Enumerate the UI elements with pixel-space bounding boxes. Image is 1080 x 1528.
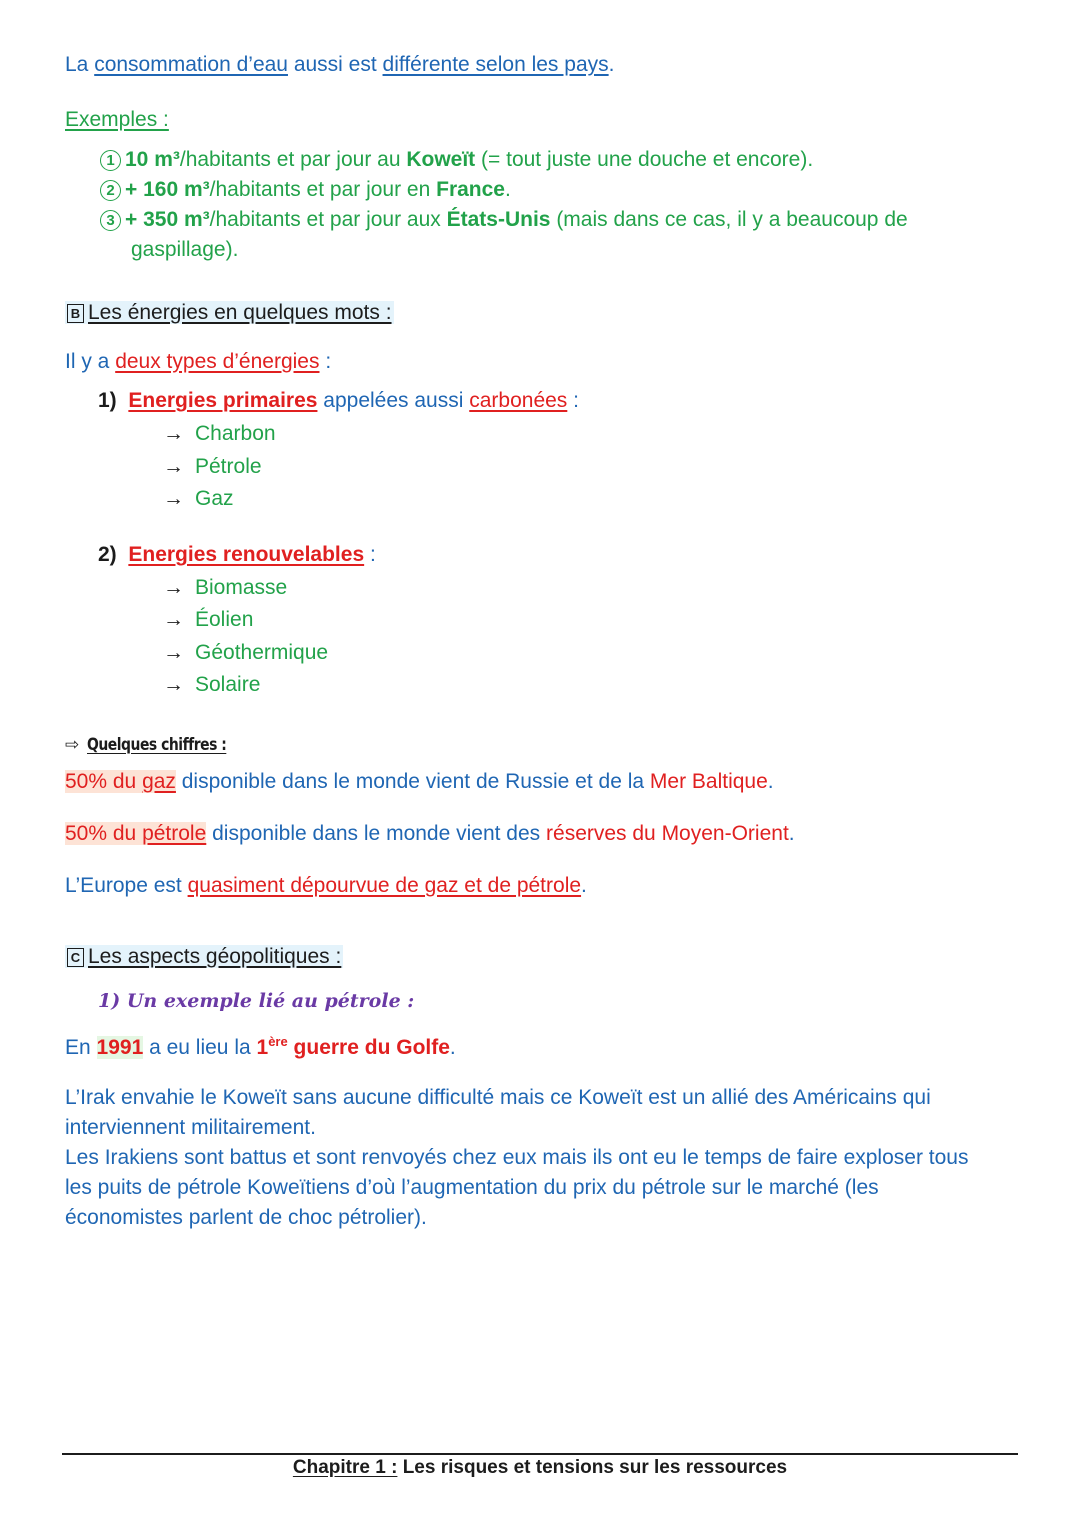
list-item-label: Géothermique [195, 641, 329, 664]
example-amount: + 350 m³ [125, 208, 210, 231]
figure-end: . [767, 770, 774, 793]
footer-title: Les risques et tensions sur les ressources [397, 1457, 788, 1478]
primary-energies-heading [98, 386, 579, 416]
list-item [163, 638, 328, 668]
list-number: 2) [98, 543, 117, 566]
paragraph-line: économistes parlent de choc pétrolier). [65, 1206, 427, 1229]
figure-end: . [788, 822, 795, 845]
example-note: (= tout juste une douche et encore). [475, 148, 814, 171]
paragraph-line: Les Irakiens sont battus et sont renvoyés chez eux mais ils ont eu le temps de faire exploser tous [65, 1146, 969, 1169]
footer-chapter: Chapitre 1 : [292, 1457, 398, 1478]
footer [0, 1457, 1080, 1479]
war-name: guerre du Golfe [287, 1036, 450, 1059]
text: a eu lieu la [143, 1036, 257, 1059]
list-item [163, 484, 234, 514]
figure-percent: 50% du [65, 770, 143, 793]
figure-resource: pétrole [142, 822, 207, 845]
figure-place: Mer Baltique [649, 770, 768, 793]
ordinal-sup: ère [268, 1034, 288, 1049]
energy-types-intro [65, 347, 331, 377]
section-c-subheading: 1) Un exemple lié au pétrole : [98, 990, 415, 1012]
section-letter-b: B [67, 304, 84, 323]
list-number: 1) [98, 389, 117, 412]
section-b-heading [65, 298, 394, 328]
text: . [449, 1036, 456, 1059]
intro-line [65, 50, 614, 80]
figure-text: L’Europe est [65, 874, 188, 897]
intro-pre: Il y a [65, 350, 116, 373]
list-item [163, 605, 253, 635]
figure-end: . [581, 874, 587, 897]
example-note: (mais dans ce cas, il y a beaucoup de [550, 208, 908, 231]
list-item [163, 452, 262, 482]
arrow-right-icon: → [163, 487, 184, 510]
intro-text: . [608, 53, 615, 76]
list-item-label: Solaire [195, 673, 261, 696]
example-note: . [505, 178, 511, 201]
example-note-continued: gaspillage). [131, 238, 239, 261]
list-item-label: Éolien [195, 608, 254, 631]
list-item-label: Charbon [195, 422, 276, 445]
section-b-title: Les énergies en quelques mots : [88, 301, 392, 324]
example-text: /habitants et par jour au [179, 148, 407, 171]
figure-text: disponible dans le monde vient des [206, 822, 547, 845]
figure-place: réserves du Moyen-Orient [546, 822, 789, 845]
list-item-label: Gaz [195, 487, 234, 510]
renewable-end: : [364, 543, 376, 566]
section-c-title: Les aspects géopolitiques : [88, 945, 342, 968]
intro-underlined-water: consommation d’eau [94, 53, 288, 76]
example-country: Koweït [406, 148, 476, 171]
list-item-label: Biomasse [195, 576, 288, 599]
paragraph-line: L’Irak envahie le Koweït sans aucune difficulté mais ce Koweït est un allié des Américains qui [65, 1086, 931, 1109]
list-item-label: Pétrole [195, 455, 262, 478]
arrow-right-icon: → [163, 608, 184, 631]
example-text: /habitants et par jour en [209, 178, 437, 201]
list-item [163, 419, 276, 449]
example-country: États-Unis [446, 208, 551, 231]
section-c-heading [65, 942, 343, 972]
example-item [100, 205, 908, 235]
figure-europe-statement: quasiment dépourvue de gaz et de pétrole [187, 874, 582, 897]
intro-text: La [65, 53, 95, 76]
example-amount: + 160 m³ [125, 178, 210, 201]
primary-end: : [567, 389, 579, 412]
figure-gas [65, 767, 774, 797]
number-circle-icon: 2 [100, 180, 121, 201]
example-country: France [436, 178, 505, 201]
intro-underlined-countries: différente selon les pays [382, 53, 609, 76]
text: En [65, 1036, 97, 1059]
arrow-right-icon: → [163, 641, 184, 664]
figure-europe [65, 871, 587, 901]
energy-types-link: deux types d’énergies [115, 350, 320, 373]
list-item [163, 670, 260, 700]
renewable-energies-label: Energies renouvelables [128, 543, 365, 566]
renewable-energies-heading [98, 540, 376, 570]
primary-alias: carbonées [469, 389, 568, 412]
example-item [100, 175, 511, 205]
example-text: /habitants et par jour aux [209, 208, 447, 231]
section-letter-c: C [67, 948, 84, 967]
paragraph-line: les puits de pétrole Koweïtiens d’où l’augmentation du prix du pétrole sur le marché (les [65, 1176, 879, 1199]
intro-post: : [319, 350, 332, 373]
double-arrow-icon: ⇨ [65, 735, 80, 754]
paragraph-line: interviennent militairement. [65, 1116, 316, 1139]
year-1991: 1991 [96, 1036, 144, 1059]
gulf-war-line [65, 1027, 456, 1063]
arrow-right-icon: → [163, 673, 184, 696]
example-item [100, 145, 813, 175]
figures-title: Quelques chiffres : [87, 735, 227, 755]
arrow-right-icon: → [163, 576, 184, 599]
primary-mid: appelées aussi [317, 389, 470, 412]
arrow-right-icon: → [163, 422, 184, 445]
figure-oil [65, 819, 795, 849]
number-circle-icon: 3 [100, 210, 121, 231]
figures-heading [65, 729, 257, 760]
list-item [163, 573, 287, 603]
example-amount: 10 m³ [125, 148, 180, 171]
arrow-right-icon: → [163, 455, 184, 478]
footer-divider [62, 1453, 1018, 1455]
figure-percent: 50% du [65, 822, 143, 845]
primary-energies-label: Energies primaires [128, 389, 318, 412]
figure-text: disponible dans le monde vient de Russie et de la [175, 770, 650, 793]
ordinal: 1 [256, 1036, 269, 1059]
intro-text: aussi est [287, 53, 383, 76]
number-circle-icon: 1 [100, 150, 121, 171]
figure-resource: gaz [142, 770, 176, 793]
examples-title: Exemples : [65, 108, 169, 131]
